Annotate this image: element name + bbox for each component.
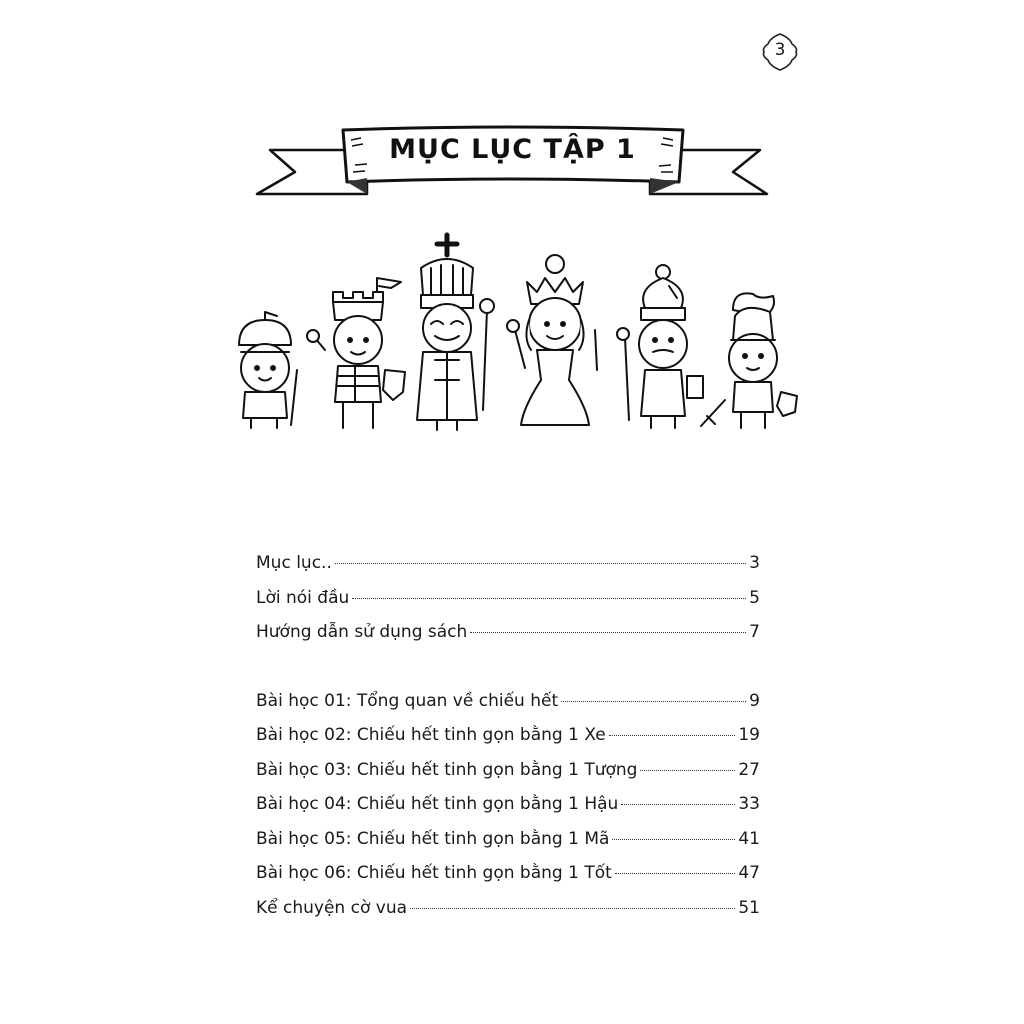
toc-entry-label: Bài học 03: Chiếu hết tinh gọn bằng 1 Tượng [256,759,638,780]
chess-characters-illustration [225,220,815,440]
toc-entry-loi-noi-dau[interactable] [256,588,760,623]
toc-entry-page: 3 [749,553,760,573]
toc-entry-huong-dan[interactable] [256,622,760,657]
toc-entry-label: Lời nói đầu [256,587,350,608]
page-number-text: 3 [774,40,786,60]
page-number [758,30,802,74]
toc-entry-page: 9 [749,690,760,711]
toc-entry-lesson-03[interactable] [256,760,760,795]
toc-entry-label: Hướng dẫn sử dụng sách [256,622,468,642]
toc-leader-dots [410,908,735,909]
toc-leader-dots [561,701,746,702]
toc-leader-dots [640,770,735,771]
toc-entry-muc-luc[interactable] [256,553,760,588]
toc-entry-lesson-01[interactable] [256,691,760,726]
bishop-character-icon [617,265,703,428]
toc-leader-dots [615,873,736,874]
toc-leader-dots [621,804,735,805]
toc-section-gap [256,657,760,691]
toc-entry-label: Mục lục.. [256,553,332,573]
toc-entry-label: Bài học 02: Chiếu hết tinh gọn bằng 1 Xe [256,725,606,745]
toc-entry-lesson-04[interactable] [256,794,760,829]
toc-entry-page: 47 [738,863,760,883]
toc-entry-ke-chuyen[interactable] [256,898,760,933]
toc-entry-page: 5 [749,587,760,608]
queen-character-icon [507,255,597,425]
toc-entry-page: 51 [738,897,760,918]
toc-leader-dots [352,598,746,599]
toc-entry-page: 33 [738,794,760,814]
king-character-icon [417,235,494,430]
toc-entry-label: Bài học 01: Tổng quan về chiếu hết [256,690,559,711]
rook-character-icon [307,278,405,428]
toc-entry-lesson-05[interactable] [256,829,760,864]
toc-leader-dots [612,839,735,840]
toc-entry-label: Bài học 06: Chiếu hết tinh gọn bằng 1 Tốt [256,863,612,883]
toc-entry-lesson-06[interactable] [256,863,760,898]
toc-entry-page: 27 [738,759,760,780]
toc-entry-label: Bài học 05: Chiếu hết tinh gọn bằng 1 Mã [256,828,610,849]
knight-character-icon [701,293,797,428]
toc-leader-dots [470,632,746,633]
page-title: MỤC LỤC TẬP 1 [389,134,636,165]
toc-entry-page: 41 [738,828,760,849]
toc-entry-page: 19 [738,725,760,745]
table-of-contents [256,553,760,932]
toc-leader-dots [335,563,746,564]
toc-entry-label: Kể chuyện cờ vua [256,897,408,918]
toc-entry-page: 7 [749,622,760,642]
toc-entry-label: Bài học 04: Chiếu hết tinh gọn bằng 1 Hậu [256,794,619,814]
toc-entry-lesson-02[interactable] [256,725,760,760]
toc-leader-dots [609,735,736,736]
pawn-character-icon [239,312,297,428]
